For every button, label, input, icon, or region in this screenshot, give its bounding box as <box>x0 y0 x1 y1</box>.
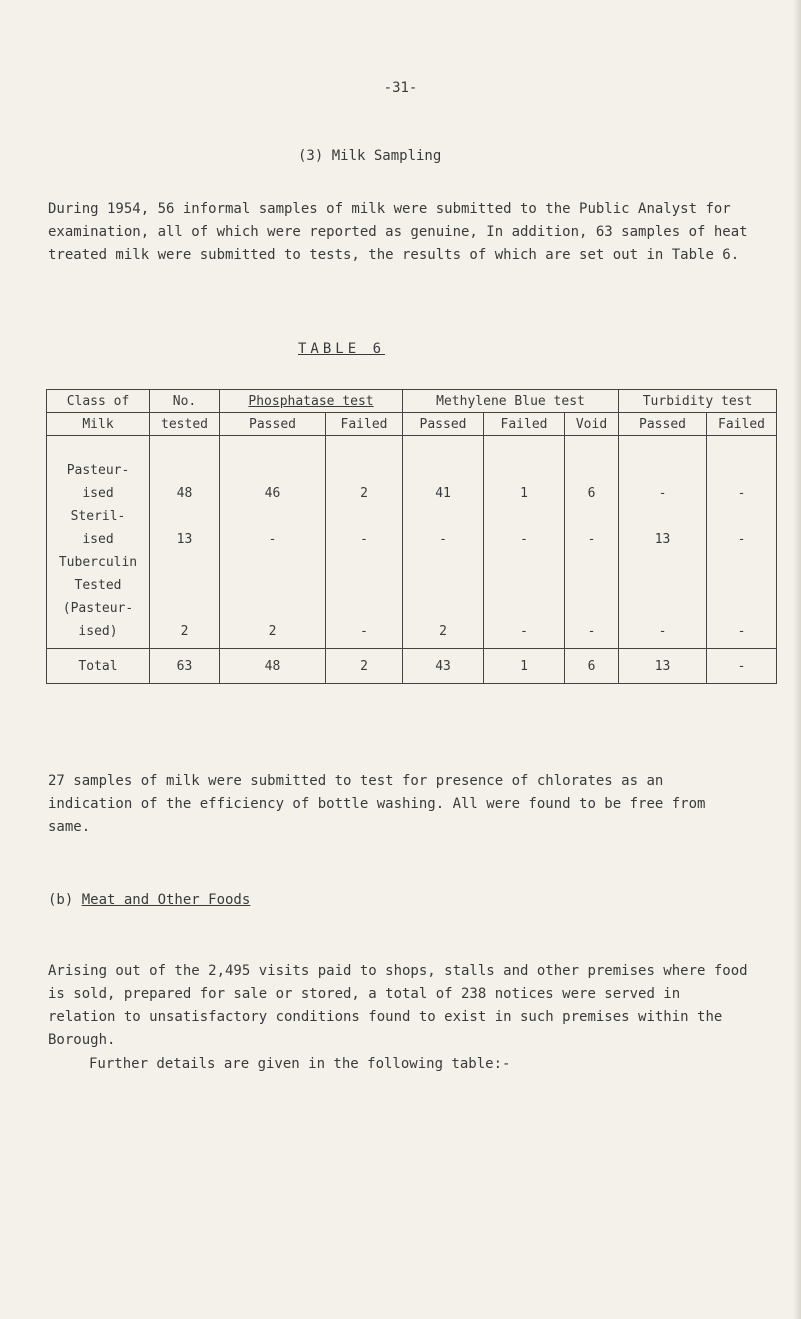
table-cell: - <box>737 532 746 547</box>
table-cell <box>619 459 706 482</box>
total-phos-failed: 2 <box>326 649 403 684</box>
table-cell <box>619 505 706 528</box>
table-cell <box>565 505 618 528</box>
table-cell <box>619 597 706 620</box>
total-phos-passed: 48 <box>220 649 326 684</box>
table-cell: - <box>737 486 746 501</box>
table-cell: 48 <box>176 486 193 501</box>
further-details-paragraph: Further details are given in the following table:- <box>89 1056 511 1072</box>
methylene-failed-column <box>484 436 565 649</box>
header-phosphatase: Phosphatase test <box>220 390 403 413</box>
total-mb-failed: 1 <box>484 649 565 684</box>
table-cell: - <box>439 532 447 547</box>
phosphatase-passed-column <box>220 436 326 649</box>
table-cell <box>150 459 219 482</box>
table-cell <box>707 459 776 482</box>
table-cell: - <box>360 624 368 639</box>
table-cell: - <box>737 624 746 639</box>
class-line: Tested <box>74 578 122 593</box>
table-cell <box>484 459 564 482</box>
class-line: (Pasteur- <box>62 601 134 616</box>
table-cell: - <box>587 532 596 547</box>
total-mb-passed: 43 <box>403 649 484 684</box>
table-cell <box>707 597 776 620</box>
table-cell <box>484 574 564 597</box>
table-cell: 2 <box>360 486 368 501</box>
table-cell <box>403 551 483 574</box>
turbidity-failed-column <box>707 436 777 649</box>
table-cell <box>326 597 402 620</box>
table-cell <box>565 459 618 482</box>
table-cell <box>565 574 618 597</box>
milk-sampling-table <box>46 389 777 684</box>
table-cell <box>707 574 776 597</box>
chlorates-paragraph: 27 samples of milk were submitted to test for presence of chlorates as an indication of the efficiency of bottle washing. All were found to be free from same. <box>48 773 706 835</box>
header-class-line1: Class of <box>47 390 150 413</box>
table-total-row <box>47 649 777 684</box>
class-column <box>47 436 150 649</box>
section-heading: (3) Milk Sampling <box>298 148 442 164</box>
header-mb-failed: Failed <box>484 413 565 436</box>
class-line: Steril- <box>70 509 126 524</box>
class-line: ised <box>82 532 114 547</box>
table-cell: 6 <box>587 486 596 501</box>
table-cell <box>619 551 706 574</box>
table-cell <box>150 551 219 574</box>
table-cell <box>150 597 219 620</box>
methylene-passed-column <box>403 436 484 649</box>
table-cell: - <box>268 532 277 547</box>
header-turb-passed: Passed <box>619 413 707 436</box>
table-body-row <box>47 436 777 649</box>
sub-heading-prefix: (b) <box>48 892 82 908</box>
table-cell <box>403 574 483 597</box>
header-mb-passed: Passed <box>403 413 484 436</box>
table-cell <box>484 597 564 620</box>
total-label: Total <box>47 649 150 684</box>
header-turb-failed: Failed <box>707 413 777 436</box>
table-cell <box>484 551 564 574</box>
header-turbidity: Turbidity test <box>619 390 777 413</box>
no-tested-column <box>150 436 220 649</box>
sub-heading-title: Meat and Other Foods <box>81 892 251 908</box>
table-cell: 1 <box>520 486 528 501</box>
header-no-line1: No. <box>150 390 220 413</box>
turbidity-passed-column <box>619 436 707 649</box>
table-cell <box>403 436 483 459</box>
table-cell <box>403 459 483 482</box>
header-phos-passed: Passed <box>220 413 326 436</box>
table-cell: 13 <box>654 532 671 547</box>
class-line: ised <box>82 486 114 501</box>
table-cell <box>220 574 325 597</box>
class-line: Tuberculin <box>58 555 138 570</box>
table-cell <box>220 551 325 574</box>
header-class-line2: Milk <box>47 413 150 436</box>
table-cell <box>619 436 706 459</box>
table-cell <box>484 436 564 459</box>
class-line <box>47 436 149 459</box>
header-methylene-blue: Methylene Blue test <box>403 390 619 413</box>
total-mb-void: 6 <box>565 649 619 684</box>
table-cell <box>619 574 706 597</box>
table-cell <box>403 597 483 620</box>
page-number: -31- <box>383 80 418 96</box>
table-title: TABLE 6 <box>298 341 386 357</box>
class-line: Pasteur- <box>66 463 130 478</box>
table-cell <box>220 505 325 528</box>
total-no-tested: 63 <box>150 649 220 684</box>
table-cell: - <box>658 624 667 639</box>
table-cell: 13 <box>176 532 193 547</box>
table-cell <box>707 551 776 574</box>
table-cell: - <box>520 624 528 639</box>
header-mb-void: Void <box>565 413 619 436</box>
table-cell <box>484 505 564 528</box>
table-cell: 46 <box>264 486 281 501</box>
total-turb-failed: - <box>707 649 777 684</box>
sub-heading <box>48 892 250 908</box>
table-cell <box>565 436 618 459</box>
table-cell: - <box>587 624 596 639</box>
intro-paragraph: During 1954, 56 informal samples of milk were submitted to the Public Analyst for examination, all of which were reported as genuine, In addition, 63 samples of heat treated milk were submitted to tests, the results of which are set out in Table 6. <box>48 201 748 263</box>
table-cell <box>565 551 618 574</box>
table-cell <box>403 505 483 528</box>
header-no-line2: tested <box>150 413 220 436</box>
visits-paragraph: Arising out of the 2,495 visits paid to shops, stalls and other premises where food is sold, prepared for sale or stored, a total of 238 notices were served in relation to unsatisfactory conditions found to exist in such premises within the Borough. <box>48 963 748 1048</box>
table-cell <box>565 597 618 620</box>
table-cell <box>220 459 325 482</box>
table-cell <box>150 436 219 459</box>
page-edge-shadow <box>793 0 801 1319</box>
table-cell: - <box>520 532 528 547</box>
header-phos-failed: Failed <box>326 413 403 436</box>
table-cell <box>150 505 219 528</box>
table-cell: - <box>360 532 368 547</box>
table-cell <box>326 436 402 459</box>
table-cell <box>326 551 402 574</box>
table-cell: 2 <box>180 624 189 639</box>
total-turb-passed: 13 <box>619 649 707 684</box>
table-cell: 2 <box>268 624 277 639</box>
table-cell: - <box>658 486 667 501</box>
table-cell <box>707 436 776 459</box>
table-cell <box>326 505 402 528</box>
table-cell <box>220 597 325 620</box>
table-cell <box>326 574 402 597</box>
table-cell <box>707 505 776 528</box>
table-cell <box>220 436 325 459</box>
class-line: ised) <box>78 624 118 639</box>
table-cell <box>150 574 219 597</box>
table-cell <box>326 459 402 482</box>
phosphatase-failed-column <box>326 436 403 649</box>
methylene-void-column <box>565 436 619 649</box>
table-cell: 2 <box>439 624 447 639</box>
table-cell: 41 <box>435 486 451 501</box>
